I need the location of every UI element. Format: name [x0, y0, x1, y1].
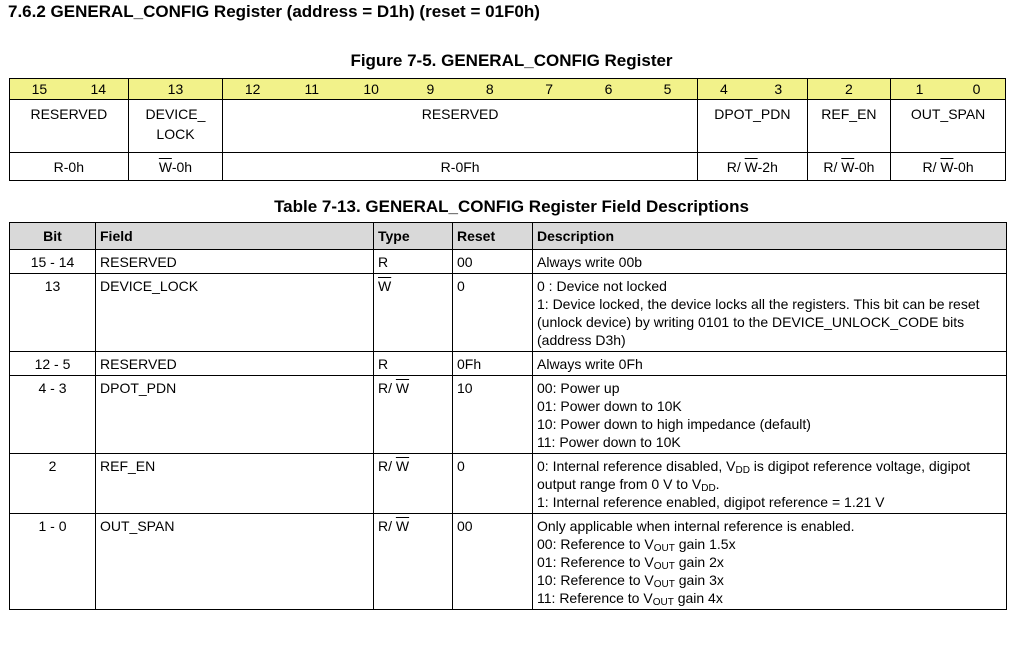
bit-number: 6	[579, 79, 638, 100]
desc-line: 00: Reference to $V_{OUT}$ gain 1.5x	[537, 536, 736, 554]
access-text: R/	[922, 158, 941, 175]
cell-field: RESERVED	[96, 352, 374, 376]
field-name-row	[10, 100, 1006, 153]
access-text: -2h	[757, 158, 778, 175]
cell-description	[533, 514, 1007, 610]
cell-field: REF_EN	[96, 454, 374, 514]
table-row	[10, 352, 1007, 376]
bit-number-row	[10, 79, 1006, 100]
table-row	[10, 376, 1007, 454]
cell-bit: 15 - 14	[10, 250, 96, 274]
cell-reset: 00	[453, 514, 533, 610]
access-text: R-0h	[53, 158, 85, 175]
table-row	[10, 514, 1007, 610]
desc-line: Always write 00b	[537, 254, 643, 270]
cell-type	[374, 514, 453, 610]
header-bit: Bit	[10, 223, 96, 250]
cell-field: RESERVED	[96, 250, 374, 274]
header-reset: Reset	[453, 223, 533, 250]
field-name: LOCK	[156, 126, 195, 142]
access-overline: $\overline{W}$	[744, 158, 758, 175]
cell-reset: 0	[453, 454, 533, 514]
table-title: Table 7-13. GENERAL_CONFIG Register Field Descriptions	[274, 197, 749, 216]
access-overline: $\overline{W}$	[940, 158, 954, 175]
access-text: -0h	[953, 158, 974, 175]
desc-line: 00: Power up	[537, 380, 620, 396]
bit-number: 14	[69, 79, 128, 100]
field-name-ref-en	[807, 100, 891, 153]
bit-number: 13	[128, 79, 223, 100]
access-text: -0h	[171, 158, 193, 175]
field-name-reserved-mid	[223, 100, 698, 153]
access-text: -0h	[854, 158, 875, 175]
bit-number: 15	[10, 79, 69, 100]
access-out-span	[891, 153, 1006, 181]
cell-type	[374, 454, 453, 514]
type-overline: $\overline{W}$	[395, 518, 410, 534]
table-row	[10, 250, 1007, 274]
table-header-row	[10, 223, 1007, 250]
cell-bit: 1 - 0	[10, 514, 96, 610]
cell-reset: 0	[453, 274, 533, 352]
access-overline: $\overline{W}$	[841, 158, 855, 175]
type-text: R/	[378, 380, 396, 396]
cell-bit: 12 - 5	[10, 352, 96, 376]
cell-type	[374, 352, 453, 376]
header-field: Field	[96, 223, 374, 250]
desc-line: 10: Power down to high impedance (default)	[537, 416, 811, 432]
cell-bit: 4 - 3	[10, 376, 96, 454]
field-name-out-span	[891, 100, 1006, 153]
access-text: R/	[726, 158, 745, 175]
bit-number: 3	[750, 79, 807, 100]
field-name: REF_EN	[821, 106, 877, 122]
register-figure	[9, 78, 1006, 181]
section-heading: 7.6.2 GENERAL_CONFIG Register (address = D1h) (reset = 01F0h)	[8, 2, 540, 21]
cell-description	[533, 250, 1007, 274]
desc-line: 1: Device locked, the device locks all the registers. This bit can be reset (unlock device) by writing 0101 to the DEVICE_UNLOCK_CODE bits (address D3h)	[537, 296, 980, 348]
cell-field: DPOT_PDN	[96, 376, 374, 454]
desc-line: Always write 0Fh	[537, 356, 643, 372]
desc-line: 01: Power down to 10K	[537, 398, 682, 414]
access-overline: $\overline{W}$	[158, 158, 172, 175]
type-text: R/	[378, 458, 396, 474]
type-overline: $\overline{W}$	[395, 380, 410, 396]
cell-bit: 13	[10, 274, 96, 352]
access-row	[10, 153, 1006, 181]
field-name: RESERVED	[30, 106, 108, 122]
access-reserved-high	[10, 153, 129, 181]
desc-line: 1: Internal reference enabled, digipot reference = 1.21 V	[537, 494, 885, 510]
access-ref-en	[807, 153, 891, 181]
bit-number: 12	[223, 79, 282, 100]
desc-line: 10: Reference to $V_{OUT}$ gain 3x	[537, 572, 724, 590]
cell-description	[533, 376, 1007, 454]
bit-number: 9	[401, 79, 460, 100]
cell-reset: 10	[453, 376, 533, 454]
table-row	[10, 274, 1007, 352]
bit-number: 7	[519, 79, 578, 100]
cell-bit: 2	[10, 454, 96, 514]
cell-description	[533, 352, 1007, 376]
field-name: DEVICE_	[145, 106, 206, 122]
desc-line: 0 : Device not locked	[537, 278, 667, 294]
bit-number: 0	[948, 79, 1006, 100]
cell-type	[374, 376, 453, 454]
bit-number: 5	[638, 79, 697, 100]
desc-line: Only applicable when internal reference is enabled.	[537, 518, 855, 534]
desc-line: 01: Reference to $V_{OUT}$ gain 2x	[537, 554, 724, 572]
cell-field: DEVICE_LOCK	[96, 274, 374, 352]
cell-reset: 0Fh	[453, 352, 533, 376]
desc-line: 11: Reference to $V_{OUT}$ gain 4x	[537, 590, 723, 608]
type-overline: $\overline{W}$	[395, 458, 410, 474]
bit-number: 4	[698, 79, 750, 100]
field-name: OUT_SPAN	[910, 106, 986, 122]
desc-line: 11: Power down to 10K	[537, 434, 681, 450]
type-text: R	[378, 356, 389, 372]
access-device-lock	[128, 153, 223, 181]
cell-description	[533, 454, 1007, 514]
bit-number: 8	[460, 79, 519, 100]
field-name: DPOT_PDN	[714, 106, 791, 122]
bit-number: 1	[891, 79, 948, 100]
cell-type	[374, 274, 453, 352]
access-text: R-0Fh	[440, 158, 480, 175]
table-row	[10, 454, 1007, 514]
type-overline: $\overline{W}$	[378, 278, 392, 294]
field-description-table	[9, 222, 1007, 610]
cell-field: OUT_SPAN	[96, 514, 374, 610]
cell-reset: 00	[453, 250, 533, 274]
access-reserved-mid	[223, 153, 698, 181]
bit-number: 11	[282, 79, 341, 100]
figure-title: Figure 7-5. GENERAL_CONFIG Register	[350, 51, 673, 70]
type-text: R	[378, 254, 389, 270]
header-description: Description	[533, 223, 1007, 250]
field-name: RESERVED	[421, 106, 499, 122]
bit-number: 2	[807, 79, 891, 100]
cell-description	[533, 274, 1007, 352]
field-name-reserved-high	[10, 100, 129, 153]
type-text: R/	[378, 518, 396, 534]
header-type: Type	[374, 223, 453, 250]
access-text: R/	[823, 158, 842, 175]
access-dpot-pdn	[698, 153, 808, 181]
cell-type	[374, 250, 453, 274]
field-name-device-lock	[128, 100, 223, 153]
bit-number: 10	[341, 79, 400, 100]
desc-line: 0: Internal reference disabled, $V_{DD}$ is digipot reference voltage, digipot output range from 0 V to $V_{DD}$.	[537, 458, 971, 494]
field-name-dpot-pdn	[698, 100, 808, 153]
